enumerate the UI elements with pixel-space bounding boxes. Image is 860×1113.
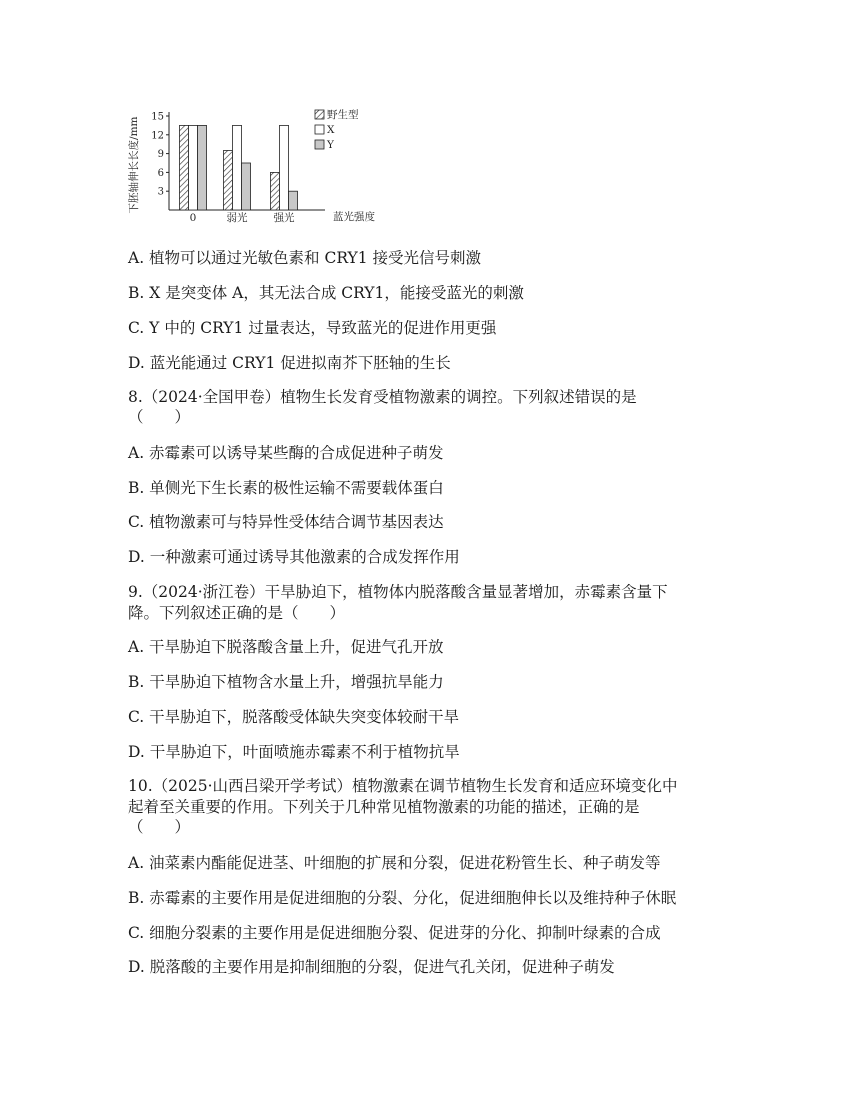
legend-swatch bbox=[315, 140, 324, 149]
bar bbox=[180, 125, 189, 210]
q10-stem-line2: 起着至关重要的作用。下列关于几种常见植物激素的功能的描述，正确的是 bbox=[128, 798, 640, 816]
q9-option-a: A. 干旱胁迫下脱落酸含量上升，促进气孔开放 bbox=[128, 638, 444, 656]
y-tick-label: 15 bbox=[151, 111, 164, 123]
q10-option-d: D. 脱落酸的主要作用是抑制细胞的分裂，促进气孔关闭，促进种子萌发 bbox=[128, 958, 615, 976]
bar bbox=[242, 163, 251, 210]
q9-option-b: B. 干旱胁迫下植物含水量上升，增强抗旱能力 bbox=[128, 673, 444, 691]
q8-stem-line1: 8.（2024·全国甲卷）植物生长发育受植物激素的调控。下列叙述错误的是 bbox=[128, 388, 637, 406]
q10-option-b: B. 赤霉素的主要作用是促进细胞的分裂、分化，促进细胞伸长以及维持种子休眠 bbox=[128, 889, 677, 907]
legend-label: Y bbox=[327, 139, 334, 151]
legend-label: 野生型 bbox=[327, 109, 359, 121]
q9-option-d: D. 干旱胁迫下，叶面喷施赤霉素不利于植物抗旱 bbox=[128, 743, 460, 761]
q8-option-a: A. 赤霉素可以诱导某些酶的合成促进种子萌发 bbox=[128, 444, 444, 462]
bar bbox=[224, 150, 233, 210]
bar bbox=[189, 125, 198, 210]
bar-chart-svg bbox=[125, 100, 385, 232]
q7-option-d: D. 蓝光能通过 CRY1 促进拟南芥下胚轴的生长 bbox=[128, 354, 451, 372]
y-tick-label: 9 bbox=[157, 149, 164, 161]
q9-option-c: C. 干旱胁迫下，脱落酸受体缺失突变体较耐干旱 bbox=[128, 708, 460, 726]
x-tick-label: 0 bbox=[189, 212, 197, 224]
legend-label: X bbox=[327, 124, 335, 136]
legend-swatch bbox=[315, 110, 324, 119]
q8-option-c: C. 植物激素可与特异性受体结合调节基因表达 bbox=[128, 513, 444, 531]
x-tick-label: 弱光 bbox=[226, 212, 248, 224]
bar bbox=[280, 125, 289, 210]
q10-option-a: A. 油菜素内酯能促进茎、叶细胞的扩展和分裂，促进花粉管生长、种子萌发等 bbox=[128, 854, 661, 872]
plot-area bbox=[151, 112, 325, 225]
bar bbox=[198, 125, 207, 210]
q10-stem-line3: （ ） bbox=[128, 818, 191, 836]
bar bbox=[289, 191, 298, 210]
q7-option-c: C. Y 中的 CRY1 过量表达，导致蓝光的促进作用更强 bbox=[128, 319, 497, 337]
bar bbox=[271, 172, 280, 210]
legend bbox=[315, 108, 359, 151]
q10-option-c: C. 细胞分裂素的主要作用是促进细胞分裂、促进芽的分化、抑制叶绿素的合成 bbox=[128, 924, 661, 942]
q9-stem-line1: 9.（2024·浙江卷）干旱胁迫下，植物体内脱落酸含量显著增加，赤霉素含量下 bbox=[128, 583, 668, 601]
legend-swatch bbox=[315, 125, 324, 134]
x-axis-label: 蓝光强度 bbox=[333, 211, 375, 223]
q7-option-a: A. 植物可以通过光敏色素和 CRY1 接受光信号刺激 bbox=[128, 249, 482, 267]
q10-stem-line1: 10.（2025·山西吕梁开学考试）植物激素在调节植物生长发育和适应环境变化中 bbox=[128, 777, 678, 795]
q8-option-d: D. 一种激素可通过诱导其他激素的合成发挥作用 bbox=[128, 548, 460, 566]
q8-stem-line2: （ ） bbox=[128, 408, 191, 426]
bar-chart bbox=[125, 100, 385, 232]
y-tick-label: 6 bbox=[157, 167, 164, 179]
x-tick-label: 强光 bbox=[273, 212, 295, 224]
y-tick-label: 3 bbox=[157, 186, 164, 198]
y-tick-label: 12 bbox=[151, 130, 164, 142]
bar bbox=[233, 125, 242, 210]
q9-stem-line2: 降。下列叙述正确的是（ ） bbox=[128, 604, 346, 622]
q8-option-b: B. 单侧光下生长素的极性运输不需要载体蛋白 bbox=[128, 479, 444, 497]
q7-option-b: B. X 是突变体 A，其无法合成 CRY1，能接受蓝光的刺激 bbox=[128, 284, 524, 302]
y-axis-label: 下胚轴伸长长度/mm bbox=[128, 116, 140, 214]
